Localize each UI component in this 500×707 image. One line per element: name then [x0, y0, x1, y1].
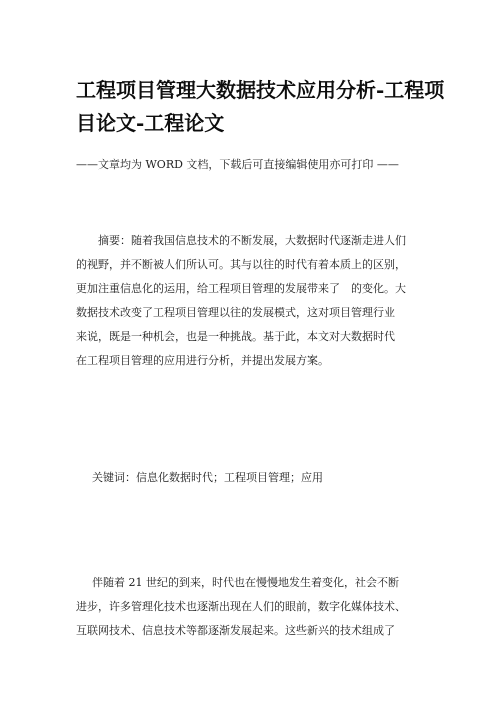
abstract-line: 数据技术改变了工程项目管理以往的发展模式，这对项目管理行业: [76, 306, 395, 319]
body-paragraph: [76, 571, 436, 643]
body-line: 伴随着 21 世纪的到来，时代也在慢慢地发生着变化，社会不断: [92, 576, 399, 589]
abstract-paragraph: [76, 229, 436, 373]
document-title: [76, 74, 445, 140]
body-line: 互联网技术、信息技术等都逐渐发展起来。这些新兴的技术组成了: [76, 624, 395, 637]
body-line: 进步，许多管理化技术也逐渐出现在人们的眼前，数字化媒体技术、: [76, 600, 406, 613]
title-line: 工程项目管理大数据技术应用分析-工程项: [76, 78, 445, 102]
abstract-line: 摘要：随着我国信息技术的不断发展，大数据时代逐渐走进人们: [98, 234, 406, 247]
abstract-line: 更加注重信息化的运用，给工程项目管理的发展带来了 的变化。大: [76, 282, 406, 295]
title-line: 目论文-工程论文: [76, 111, 225, 135]
abstract-line: 在工程项目管理的应用进行分析，并提出发展方案。: [76, 354, 329, 367]
document-subtitle: ——文章均为 WORD 文档，下载后可直接编辑使用亦可打印 ——: [76, 158, 399, 171]
keywords-line: 关键词：信息化数据时代；工程项目管理；应用: [92, 471, 323, 484]
abstract-line: 来说，既是一种机会，也是一种挑战。基于此，本文对大数据时代: [76, 330, 395, 343]
keywords-paragraph: [76, 466, 436, 490]
abstract-line: 的视野，并不断被人们所认可。其与以往的时代有着本质上的区别，: [76, 258, 406, 271]
